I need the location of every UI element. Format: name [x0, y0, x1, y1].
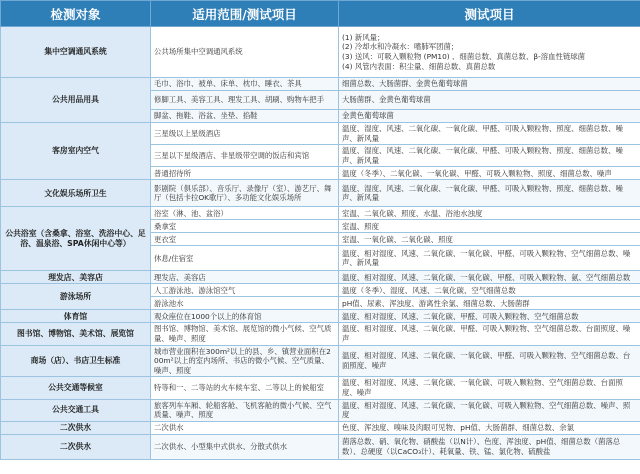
items-cell: 温度、相对湿度、风速、二氧化碳、甲醛、可吸入颗粒物、空气细菌总数: [339, 310, 640, 323]
items-cell: 温度、湿度、风速、二氧化碳、一氧化碳、甲醛、可吸入颗粒物、照度、细菌总数、噪声、新风量: [339, 123, 640, 145]
object-cell: 体育馆: [1, 310, 151, 323]
table-row: [1, 271, 640, 284]
table-row: [1, 345, 640, 377]
items-cell: 温度、相对湿度、风速、二氧化碳、甲醛、可吸入颗粒物、空气细菌总数、台面照度、噪声: [339, 323, 640, 345]
items-cell: 室温、一氧化碳、二氧化碳、照度: [339, 233, 640, 246]
object-cell: 公共浴室（含桑拿、浴室、洗浴中心、足浴、温泉浴、SPA休闲中心等）: [1, 207, 151, 271]
table-row: [1, 421, 640, 434]
scope-cell: 观众座位在1000个以上的体育馆: [151, 310, 339, 323]
table-row: [1, 207, 640, 220]
object-cell: 二次供水: [1, 434, 151, 459]
header-object: 检测对象: [1, 1, 151, 27]
items-cell: 温度、相对湿度、风速、二氧化碳、一氧化碳、甲醛、可吸入颗粒物、空气细菌总数、噪声、新风量: [339, 246, 640, 271]
items-cell: (1) 新风量； (2) 冷却水和冷凝水：嗜肺军团菌； (3) 送风：可吸入颗粒物 (PM10) 、细菌总数、真菌总数、β-溶血性链球菌 (4) 风管内表面：积尘量、细菌总数、真菌总数: [339, 27, 640, 78]
table-row: [1, 180, 640, 207]
scope-cell: 特等和一、二等站的火车候车室、二等以上的候船室: [151, 377, 339, 399]
table-row: [1, 123, 640, 145]
scope-cell: 图书馆、博物馆、美术馆、展览馆的微小气候、空气质量、噪声、照度: [151, 323, 339, 345]
scope-cell: 公共场所集中空调通风系统: [151, 27, 339, 78]
header-scope: 适用范围/测试项目: [151, 1, 339, 27]
scope-cell: 人工游泳池、游泳馆空气: [151, 284, 339, 297]
scope-cell: 三星级以上星级酒店: [151, 123, 339, 145]
scope-cell: 毛巾、浴巾、被单、床单、枕巾、睡衣、茶具: [151, 78, 339, 91]
table-row: [1, 78, 640, 91]
object-cell: 客房室内空气: [1, 123, 151, 180]
object-cell: 公共交通工具: [1, 399, 151, 421]
items-cell: 温度、湿度、风速、二氧化碳、一氧化碳、甲醛、可吸入颗粒物、照度、细菌总数、噪声、新风量: [339, 145, 640, 167]
scope-cell: 修脚工具、美容工具、理发工具、胡刷、购物车把手: [151, 91, 339, 110]
header-items: 测试项目: [339, 1, 640, 27]
scope-cell: 脚盆、拖鞋、浴盆、坐垫、掐鞋: [151, 110, 339, 123]
table-row: [1, 27, 640, 78]
items-cell: 室温、二氧化碳、照度、水温、浴池水浊度: [339, 207, 640, 220]
object-cell: 公共交通等候室: [1, 377, 151, 399]
items-cell: 菌落总数、硝、氧化物、硝酸盐（以N计）、色度、浑浊度、pH值、细菌总数（菌落总数）、总硬度（以CaCO₃计）、耗氧量、铁、锰、氯化物、硫酸盐: [339, 434, 640, 459]
items-cell: 金黄色葡萄球菌: [339, 110, 640, 123]
table-row: [1, 399, 640, 421]
scope-cell: 三星以下星级酒店、非星级带空调的饭店和宾馆: [151, 145, 339, 167]
items-cell: 温度、相对湿度、风速、二氧化碳、一氧化碳、可吸入颗粒物、空气细菌总数、噪声、照度: [339, 399, 640, 421]
items-cell: 温度、湿度、风速、二氧化碳、一氧化碳、甲醛、可吸入颗粒物、照度、细菌总数、噪声、新风量: [339, 180, 640, 207]
scope-cell: 浴室（淋、池、盆浴）: [151, 207, 339, 220]
object-cell: 理发店、美容店: [1, 271, 151, 284]
items-cell: 温度（冬季）、二氧化碳、一氧化碳、甲醛、可吸入颗粒物、照度、细菌总数、噪声: [339, 167, 640, 180]
items-cell: 温度、相对湿度、风速、二氧化碳、一氧化碳、甲醛、可吸入颗粒物、氨、空气细菌总数: [339, 271, 640, 284]
scope-cell: 游泳池水: [151, 297, 339, 310]
table-body: [1, 27, 640, 460]
scope-cell: 二次供水、小型集中式供水、分散式供水: [151, 434, 339, 459]
table-row: [1, 377, 640, 399]
object-cell: 二次供水: [1, 421, 151, 434]
items-cell: 细菌总数、大肠菌群、金黄色葡萄球菌: [339, 78, 640, 91]
scope-cell: 更衣室: [151, 233, 339, 246]
items-cell: 温度（冬季）、湿度、风速、二氧化碳、空气细菌总数: [339, 284, 640, 297]
object-cell: 公共用品用具: [1, 78, 151, 123]
scope-cell: 二次供水: [151, 421, 339, 434]
scope-cell: 理发店、美容店: [151, 271, 339, 284]
table-row: [1, 310, 640, 323]
object-cell: 游泳场所: [1, 284, 151, 310]
items-cell: 温度、相对湿度、风速、二氧化碳、一氧化碳、可吸入颗粒物、空气细菌总数、台面照度、噪声: [339, 377, 640, 399]
scope-cell: 影剧院（俱乐部）、音乐厅、录像厅（室）、游艺厅、舞厅（包括卡拉OK歌厅）、多功能文化娱乐场所: [151, 180, 339, 207]
scope-cell: 桑拿室: [151, 220, 339, 233]
table-row: [1, 323, 640, 345]
scope-cell: 休息/住宿室: [151, 246, 339, 271]
items-cell: 大肠菌群、金黄色葡萄球菌: [339, 91, 640, 110]
object-cell: 商场（店）、书店卫生标准: [1, 345, 151, 377]
scope-cell: 旅客列车车厢、轮船客舱、飞机客舱的微小气候、空气质量、噪声、照度: [151, 399, 339, 421]
object-cell: 文化娱乐场所卫生: [1, 180, 151, 207]
items-cell: 室温、照度: [339, 220, 640, 233]
object-cell: 图书馆、博物馆、美术馆、展览馆: [1, 323, 151, 345]
scope-cell: 普通招待所: [151, 167, 339, 180]
object-cell: 集中空调通风系统: [1, 27, 151, 78]
items-cell: 温度、相对湿度、风速、二氧化碳、一氧化碳、甲醛、可吸入颗粒物、空气细菌总数、台面照度、噪声: [339, 345, 640, 377]
table-row: [1, 284, 640, 297]
scope-cell: 城市营业面积在300m²以上的县、乡、镇营业面积在200m²以上的室内场所、书店的微小气候、空气质量、噪声、照度: [151, 345, 339, 377]
items-cell: pH值、尿素、浑浊度、游离性余氯、细菌总数、大肠菌群: [339, 297, 640, 310]
table-header-row: [1, 1, 640, 27]
items-cell: 色度、浑浊度、嗅味及肉眼可见物、pH值、大肠菌群、细菌总数、余氯: [339, 421, 640, 434]
table-row: [1, 434, 640, 459]
